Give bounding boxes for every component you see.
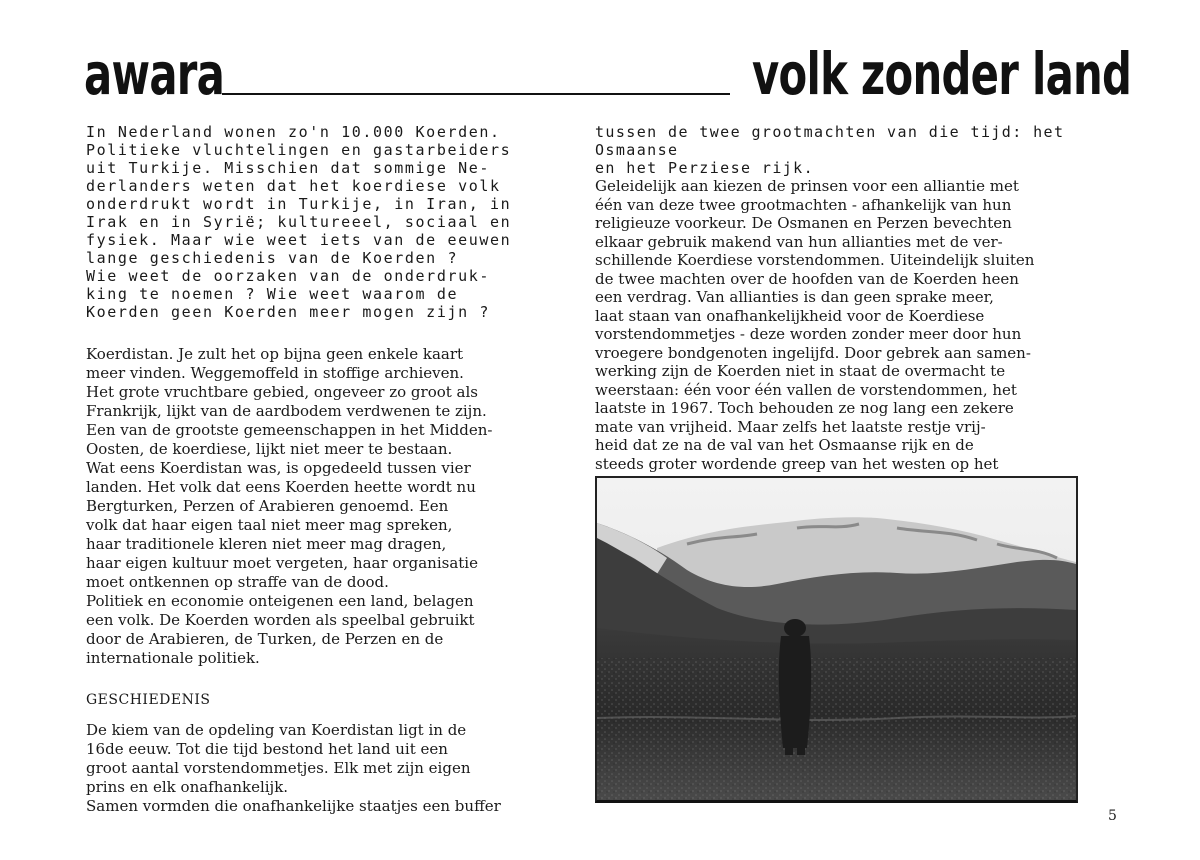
continued-paragraph: tussen de twee grootmachten van die tijd: het Osmaanse en het Perziese rijk. [595,123,1065,177]
page-number: 5 [1108,808,1117,824]
section-heading: GESCHIEDENIS [86,692,211,708]
alliance-paragraph: Geleidelijk aan kiezen de prinsen voor een alliantie met één van deze twee grootmachten - afhankelijk van hun religieuze voorkeur. De Osmanen en Perzen bevechten elkaar gebruik makend van hun allianties met de ver- schillende Koerdiese vorstendommen. Uiteindelijk sluiten de twee machten over de hoofden van de Koerden heen een verdrag. Van allianties is dan geen sprake meer, laat staan van onafhankelijkheid voor de Koerdiese vorstendommetjes - deze worden zonder meer door hun vroegere bondgenoten ingelijfd. Door gebrek aan samen- werking zijn de Koerden niet in staat de overmacht te weerstaan: één voor één vallen de vorstendommen, het laatste in 1967. Toch behouden ze nog lang een zekere mate van vrijheid. Maar zelfs het laatste restje vrij- heid dat ze na de val van het Osmaanse rijk en de steeds groter wordende greep van het westen op het [595,177,1035,473]
right-column [595,123,1065,492]
magazine-title: awara [84,40,225,108]
kurdistan-paragraph: Koerdistan. Je zult het op bijna geen enkele kaart meer vinden. Weggemoffeld in stoffige archieven. Het grote vruchtbare gebied, ongeveer zo groot als Frankrijk, lijkt van de aardbodem verdwenen te zijn. Een van de grootste gemeenschappen in het Midden- Oosten, de koerdiese, lijkt niet meer te bestaan. Wat eens Koerdistan was, is opgedeeld tussen vier landen. Het volk dat eens Koerden heette wordt nu Bergturken, Perzen of Arabieren genoemd. Een volk dat haar eigen taal niet meer mag spreken, haar traditionele kleren niet meer mag dragen, haar eigen kultuur moet vergeten, haar organisatie moet ontkennen op straffe van de dood. Politiek en economie onteigenen een land, belagen een volk. De Koerden worden als speelbal gebruikt door de Arabieren, de Turken, de Perzen en de internationale politiek. [86,345,493,667]
page-header [0,0,1200,110]
article-title: volk zonder land [752,40,1132,108]
intro-paragraph: In Nederland wonen zo'n 10.000 Koerden. Politieke vluchtelingen en gastarbeiders uit Turkije. Misschien dat sommige Ne- derlanders weten dat het koerdiese volk onderdrukt wordt in Turkije, in Iran, in Irak en in Syriё; kultureeel, sociaal en fysiek. Maar wie weet iets van de eeuwen lange geschiedenis van de Koerden ? Wie weet de oorzaken van de onderdruk- king te noemen ? Wie weet waarom de Koerden geen Koerden meer mogen zijn ? [86,123,512,321]
mountain-photo [595,476,1078,803]
left-column [86,123,546,816]
history-paragraph: De kiem van de opdeling van Koerdistan ligt in de 16de eeuw. Tot die tijd bestond het land uit een groot aantal vorstendommetjes. Elk met zijn eigen prins en elk onafhankelijk. Samen vormden die onafhankelijke staatjes een buffer [86,721,501,815]
header-rule [222,93,730,95]
mountain-landscape-photo-icon [597,478,1076,800]
